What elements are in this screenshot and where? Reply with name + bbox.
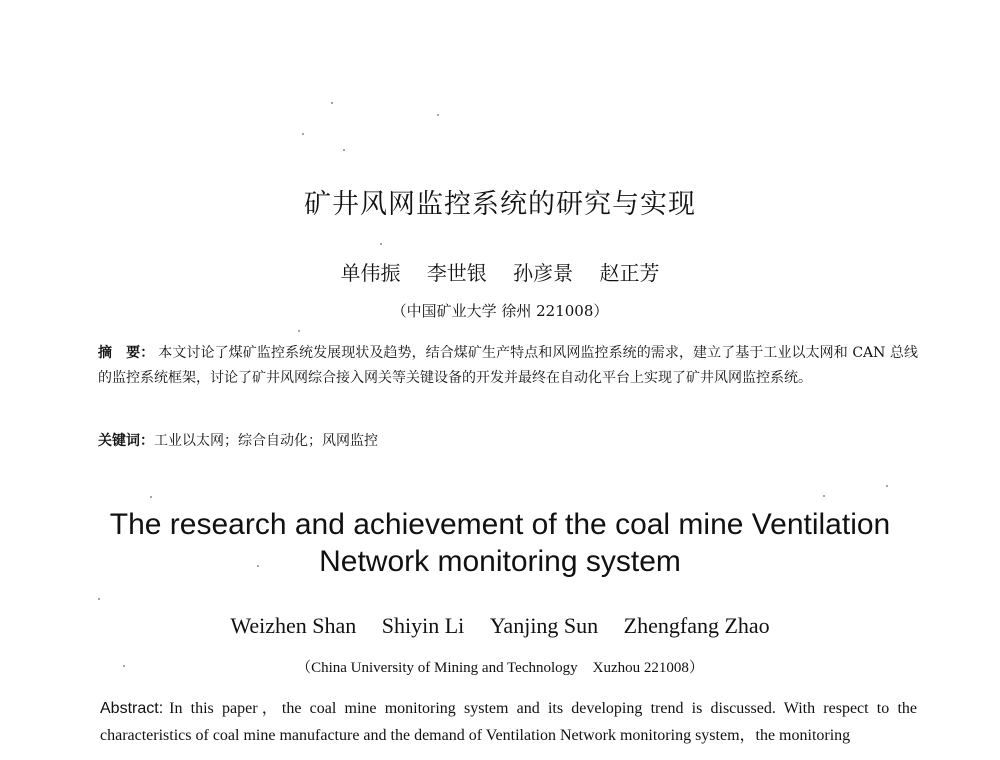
chinese-author: 单伟振 bbox=[340, 261, 401, 285]
english-title bbox=[0, 506, 1000, 580]
chinese-abstract bbox=[98, 341, 918, 390]
english-authors bbox=[0, 613, 1000, 639]
chinese-keywords-text: 工业以太网；综合自动化；风网监控 bbox=[154, 433, 378, 449]
chinese-keywords-label: 关键词： bbox=[98, 433, 154, 449]
scan-speck bbox=[123, 665, 125, 667]
scan-speck bbox=[380, 243, 382, 245]
scan-speck bbox=[150, 496, 152, 498]
chinese-author: 赵正芳 bbox=[599, 261, 660, 285]
chinese-title: 矿井风网监控系统的研究与实现 bbox=[304, 189, 696, 220]
english-title-line: The research and achievement of the coal mine Ventilation bbox=[109, 508, 891, 541]
scan-speck bbox=[331, 102, 333, 104]
scan-speck bbox=[886, 485, 888, 487]
english-abstract bbox=[100, 695, 917, 749]
chinese-author: 李世银 bbox=[426, 261, 487, 285]
scan-speck bbox=[298, 330, 300, 332]
chinese-abstract-text: 本文讨论了煤矿监控系统发展现状及趋势，结合煤矿生产特点和风网监控系统的需求，建立了基于工业以太网和 CAN 总线的监控系统框架，讨论了矿井风网综合接入网关等关键设备的开发并最终在自动化平台上实现了矿井风网监控系统。 bbox=[98, 345, 918, 386]
english-abstract-text: In this paper，the coal mine monitoring system and its developing trend is discussed. With respect to the characteristics of coal mine manufacture and the demand of Ventilation Network monitoring system，the monitoring bbox=[100, 700, 917, 744]
english-author: Weizhen Shan bbox=[230, 613, 357, 638]
scan-speck bbox=[823, 495, 825, 497]
english-affiliation: （China University of Mining and Technology Xuzhou 221008） bbox=[296, 660, 704, 676]
chinese-abstract-label: 摘 要： bbox=[98, 345, 155, 361]
scan-speck bbox=[302, 133, 304, 135]
chinese-affiliation: （中国矿业大学 徐州 221008） bbox=[391, 302, 609, 320]
scan-speck bbox=[437, 114, 439, 116]
chinese-author: 孙彦景 bbox=[513, 261, 574, 285]
chinese-authors bbox=[0, 257, 1000, 286]
english-title-line: Network monitoring system bbox=[319, 545, 681, 578]
scan-speck bbox=[98, 598, 100, 600]
english-author: Yanjing Sun bbox=[489, 613, 599, 638]
scan-speck bbox=[257, 565, 259, 567]
chinese-keywords bbox=[98, 430, 918, 450]
english-author: Zhengfang Zhao bbox=[623, 613, 770, 638]
english-abstract-label: Abstract: bbox=[100, 700, 164, 717]
english-author: Shiyin Li bbox=[381, 613, 465, 638]
scan-speck bbox=[343, 149, 345, 151]
